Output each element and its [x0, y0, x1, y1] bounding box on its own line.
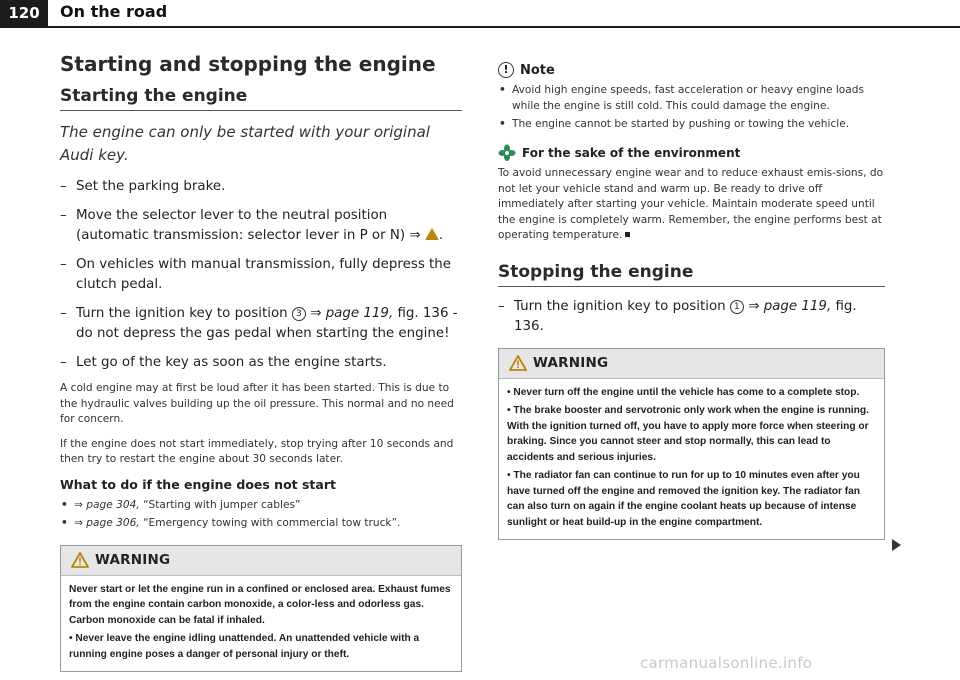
warning-text: • The brake booster and servotronic only work when the engine is running. With the ignition turned off, you have to apply more force when steering or braking. Since you cannot steer and stop normally, this can lead to accidents and serious injuries.: [507, 405, 869, 463]
position-1-icon: 1: [730, 300, 744, 314]
warning-text: Never start or let the engine run in a confined or enclosed area. Exhaust fumes from the engine contain carbon monoxide, a color-less and odorless gas. Carbon monoxide can be fatal if inhaled.: [69, 583, 451, 626]
list-item: • The engine cannot be started by pushing or towing the vehicle.: [499, 118, 850, 130]
warning-box-left: [60, 545, 462, 673]
warning-title: WARNING: [533, 355, 609, 372]
what-to-do-heading: What to do if the engine does not start: [60, 476, 336, 492]
environment-text: To avoid unnecessary engine wear and to reduce exhaust emis-sions, do not let your vehicle stand and warm up. Be ready to drive off immediately after starting your vehicle. Maintain moderate speed until the engine is completely warm. Remember, the engine performs best at operating temperature.: [498, 167, 884, 242]
page-ref-link[interactable]: page 304,: [86, 498, 140, 511]
step-item: – Let go of the key as soon as the engine starts.: [60, 354, 387, 370]
step-item: – Turn the ignition key to position 3 ⇒ page 119, fig. 136 - do not depress the gas pedal when starting the engine!: [60, 305, 458, 341]
position-3-icon: 3: [292, 307, 306, 321]
list-item: • ⇒ page 304, “Starting with jumper cables”: [61, 498, 301, 511]
environment-title: For the sake of the environment: [522, 146, 741, 160]
warning-title: WARNING: [95, 552, 171, 568]
left-column: [60, 52, 462, 672]
intro-text: The engine can only be started with your original Audi key.: [60, 123, 430, 164]
section-title: On the road: [60, 2, 168, 21]
warning-triangle-icon: [71, 552, 89, 568]
warning-triangle-icon: [509, 355, 527, 371]
header-rule: [0, 26, 960, 28]
warning-text: • Never leave the engine idling unattended. An unattended vehicle with a running engine poses a danger of personal injury or theft.: [69, 633, 420, 660]
list-item: • ⇒ page 306, “Emergency towing with commercial tow truck”.: [61, 516, 401, 529]
cold-engine-note: A cold engine may at first be loud after it has been started. This is due to the hydraulic valves building up the oil pressure. This normal and no need for concern.: [60, 382, 454, 425]
warning-header: [61, 546, 461, 576]
warning-body: [499, 379, 884, 540]
step-item: – Move the selector lever to the neutral position (automatic transmission: selector lever in P or N) ⇒ .: [60, 207, 444, 243]
environment-header: [498, 144, 885, 162]
step-item: – Set the parking brake.: [60, 179, 226, 194]
right-column: [498, 62, 885, 540]
chapter-title: Starting and stopping the engine: [60, 52, 436, 76]
list-item: • Avoid high engine speeds, fast acceleration or heavy engine loads while the engine is still cold. This could damage the engine.: [499, 84, 865, 112]
page-number: 120: [0, 0, 48, 26]
leaf-icon: [498, 144, 516, 162]
continue-arrow-icon: [892, 539, 901, 551]
page-ref-link[interactable]: page 306,: [86, 516, 140, 529]
step-item: – On vehicles with manual transmission, fully depress the clutch pedal.: [60, 256, 452, 292]
warning-header: [499, 349, 884, 379]
note-title: Note: [520, 62, 555, 78]
starting-steps: [60, 177, 462, 373]
section-heading-starting: Starting the engine: [60, 86, 462, 111]
watermark: carmanualsonline.info: [640, 654, 813, 672]
page-header: [0, 0, 960, 30]
section-heading-stopping: Stopping the engine: [498, 262, 885, 287]
note-header: [498, 62, 885, 78]
warning-text: • Never turn off the engine until the vehicle has come to a complete stop.: [507, 386, 860, 398]
warning-box-right: [498, 348, 885, 541]
note-alert-icon: !: [498, 62, 514, 78]
stopping-steps: [498, 297, 885, 338]
end-marker-icon: [625, 232, 630, 237]
warning-triangle-icon: [425, 228, 439, 240]
page-ref-link[interactable]: page 119,: [763, 298, 832, 314]
restart-note: If the engine does not start immediately, stop trying after 10 seconds and then try to restart the engine about 30 seconds later.: [60, 437, 454, 465]
warning-body: [61, 576, 461, 672]
step-item: – Turn the ignition key to position 1 ⇒ page 119, fig. 136.: [498, 298, 857, 335]
warning-text: • The radiator fan can continue to run for up to 10 minutes even after you have turned off the engine and removed the ignition key. The radiator fan can also turn on again if the engine coolant heats up because of intense sunlight or heat build-up in the engine compartment.: [507, 470, 861, 528]
page-ref-link[interactable]: page 119,: [325, 305, 394, 321]
